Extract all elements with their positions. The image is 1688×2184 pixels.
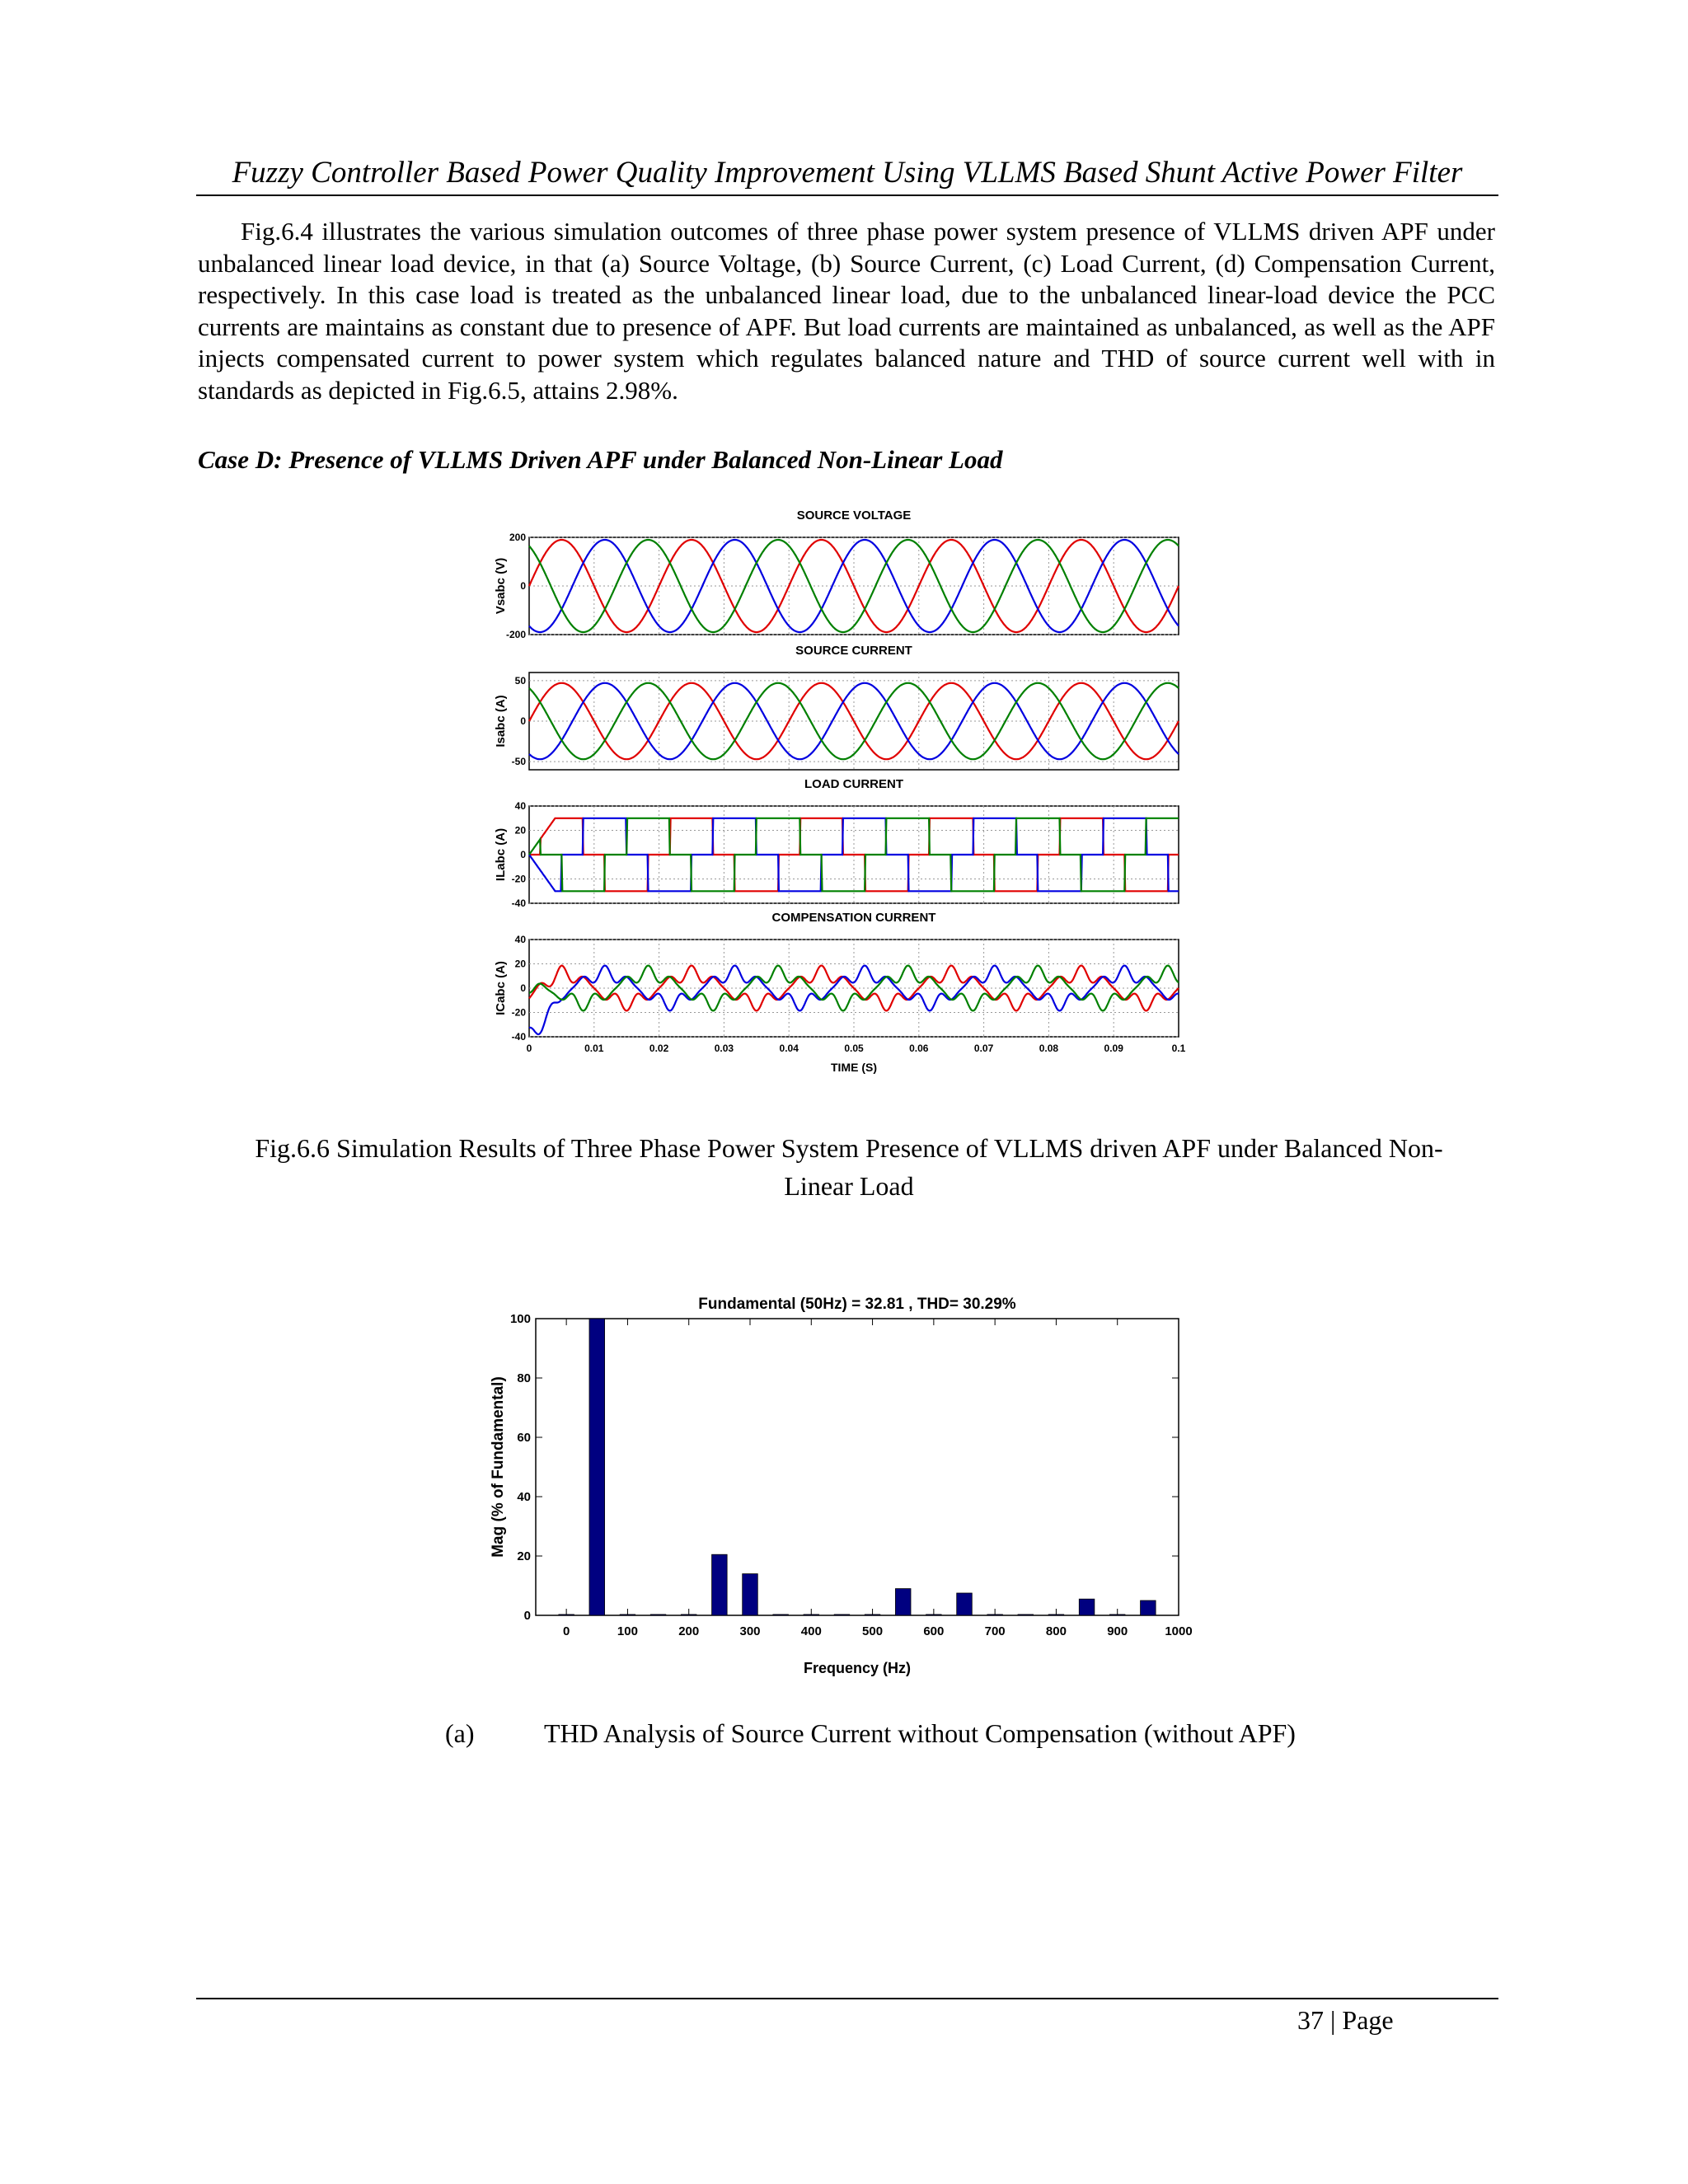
thd-caption bbox=[445, 1718, 1296, 1749]
thd-chart-title: Fundamental (50Hz) = 32.81 , THD= 30.29% bbox=[698, 1296, 1016, 1313]
plot-4-ytick-label: -40 bbox=[511, 1031, 526, 1043]
plot-4-xtick-label: 0.1 bbox=[1171, 1043, 1186, 1054]
thd-plot-frame bbox=[536, 1319, 1179, 1615]
plot-2-ytick-label: 0 bbox=[520, 715, 526, 727]
thd-ytick-label: 80 bbox=[517, 1371, 531, 1385]
thd-ytick-label: 60 bbox=[517, 1431, 531, 1445]
page-number: 37 | Page bbox=[1297, 2005, 1394, 2035]
thd-xtick-label: 0 bbox=[562, 1624, 570, 1638]
plot-4-ylabel: ICabc (A) bbox=[494, 961, 508, 1015]
simulation-results-figure bbox=[486, 504, 1195, 1098]
thd-bar bbox=[1079, 1599, 1095, 1615]
plot-4-xtick-label: 0.03 bbox=[714, 1043, 734, 1054]
thd-ytick-label: 20 bbox=[517, 1549, 531, 1563]
thd-xtick-label: 600 bbox=[923, 1624, 945, 1638]
thd-xtick-label: 900 bbox=[1107, 1624, 1128, 1638]
plot-4-title: COMPENSATION CURRENT bbox=[771, 911, 936, 925]
thd-xtick-label: 100 bbox=[617, 1624, 638, 1638]
plot-4-xtick-label: 0.01 bbox=[584, 1043, 604, 1054]
plot-2-title: SOURCE CURRENT bbox=[795, 644, 912, 658]
plot-4-xtick-label: 0.02 bbox=[649, 1043, 669, 1054]
thd-xtick-label: 700 bbox=[984, 1624, 1006, 1638]
plot-4-ytick-label: 40 bbox=[514, 934, 526, 945]
plot-4-ytick-label: 20 bbox=[514, 958, 526, 970]
thd-xtick-label: 1000 bbox=[1165, 1624, 1193, 1638]
plot-4-xtick-label: 0.08 bbox=[1039, 1043, 1059, 1054]
plot-3-ylabel: ILabc (A) bbox=[494, 827, 508, 882]
thd-xtick-label: 800 bbox=[1045, 1624, 1067, 1638]
thd-bar bbox=[589, 1319, 605, 1615]
plot-4-xtick-label: 0.07 bbox=[973, 1043, 994, 1054]
plot-4-ytick-label: -20 bbox=[511, 1006, 526, 1019]
running-header: Fuzzy Controller Based Power Quality Improvement Using VLLMS Based Shunt Active Power Filter bbox=[232, 156, 1463, 190]
body-paragraph: Fig.6.4 illustrates the various simulation outcomes of three phase power system presence of VLLMS driven APF under unbalanced linear load device, in that (a) Source Voltage, (b) Source Current, (c) Load Current, (d) Compensation Current, respectively. In this case load is treated as the unbalanced linear load, due to the unbalanced linear-load device the PCC currents are maintains as constant due to presence of APF. But load currents are maintained as unbalanced, as well as the APF injects compensated current to power system which regulates balanced nature and THD of source current well with in standards as depicted in Fig.6.5, attains 2.98%. bbox=[198, 217, 1495, 405]
plot-3-ytick-label: 40 bbox=[514, 800, 526, 812]
plot-3-ytick-label: 0 bbox=[520, 849, 526, 860]
plot-3-ytick-label: -20 bbox=[511, 873, 526, 885]
thd-xtick-label: 500 bbox=[862, 1624, 884, 1638]
plot-4-xlabel: TIME (S) bbox=[831, 1061, 877, 1074]
thd-xtick-label: 400 bbox=[800, 1624, 822, 1638]
thd-caption-text: THD Analysis of Source Current without Compensation (without APF) bbox=[544, 1718, 1296, 1748]
plot-3-title: LOAD CURRENT bbox=[804, 777, 903, 791]
plot-1-ytick-label: 200 bbox=[509, 532, 526, 543]
thd-bar-chart bbox=[486, 1286, 1212, 1698]
thd-bar bbox=[1141, 1601, 1156, 1615]
plot-4-xtick-label: 0.04 bbox=[779, 1043, 799, 1054]
plot-1-ytick-label: 0 bbox=[520, 580, 526, 592]
thd-caption-label: (a) bbox=[445, 1718, 475, 1748]
case-heading: Case D: Presence of VLLMS Driven APF under Balanced Non-Linear Load bbox=[198, 445, 1003, 474]
thd-xtick-label: 300 bbox=[739, 1624, 761, 1638]
thd-ytick-label: 100 bbox=[509, 1312, 531, 1326]
plot-2-ytick-label: -50 bbox=[511, 756, 526, 768]
thd-bar bbox=[895, 1589, 911, 1615]
thd-bar bbox=[743, 1574, 758, 1615]
plot-4-xtick-label: 0.09 bbox=[1104, 1043, 1123, 1054]
plot-1-title: SOURCE VOLTAGE bbox=[796, 509, 912, 523]
figure-6-6-caption: Fig.6.6 Simulation Results of Three Phase Power System Presence of VLLMS driven APF under Balanced Non-Linear Load bbox=[255, 1133, 1443, 1201]
plot-4-xtick-label: 0.06 bbox=[909, 1043, 929, 1054]
thd-bar bbox=[712, 1554, 728, 1615]
thd-ytick-label: 0 bbox=[523, 1609, 531, 1623]
thd-xlabel: Frequency (Hz) bbox=[803, 1660, 912, 1676]
thd-xtick-label: 200 bbox=[678, 1624, 700, 1638]
plot-4-xtick-label: 0 bbox=[526, 1043, 532, 1054]
plot-2-ylabel: Isabc (A) bbox=[494, 695, 508, 748]
plot-4-xtick-label: 0.05 bbox=[844, 1043, 864, 1054]
footer-rule bbox=[196, 1998, 1498, 1999]
thd-bar bbox=[957, 1593, 973, 1615]
plot-1-ytick-label: -200 bbox=[505, 629, 526, 640]
thd-ylabel: Mag (% of Fundamental) bbox=[490, 1376, 507, 1558]
thd-ytick-label: 40 bbox=[517, 1490, 531, 1504]
plot-3-ytick-label: -40 bbox=[511, 898, 526, 909]
plot-2-ytick-label: 50 bbox=[514, 674, 526, 687]
plot-4-ytick-label: 0 bbox=[520, 982, 526, 994]
header-rule bbox=[196, 194, 1498, 196]
plot-1-ylabel: Vsabc (V) bbox=[494, 557, 508, 615]
plot-3-ytick-label: 20 bbox=[514, 824, 526, 837]
